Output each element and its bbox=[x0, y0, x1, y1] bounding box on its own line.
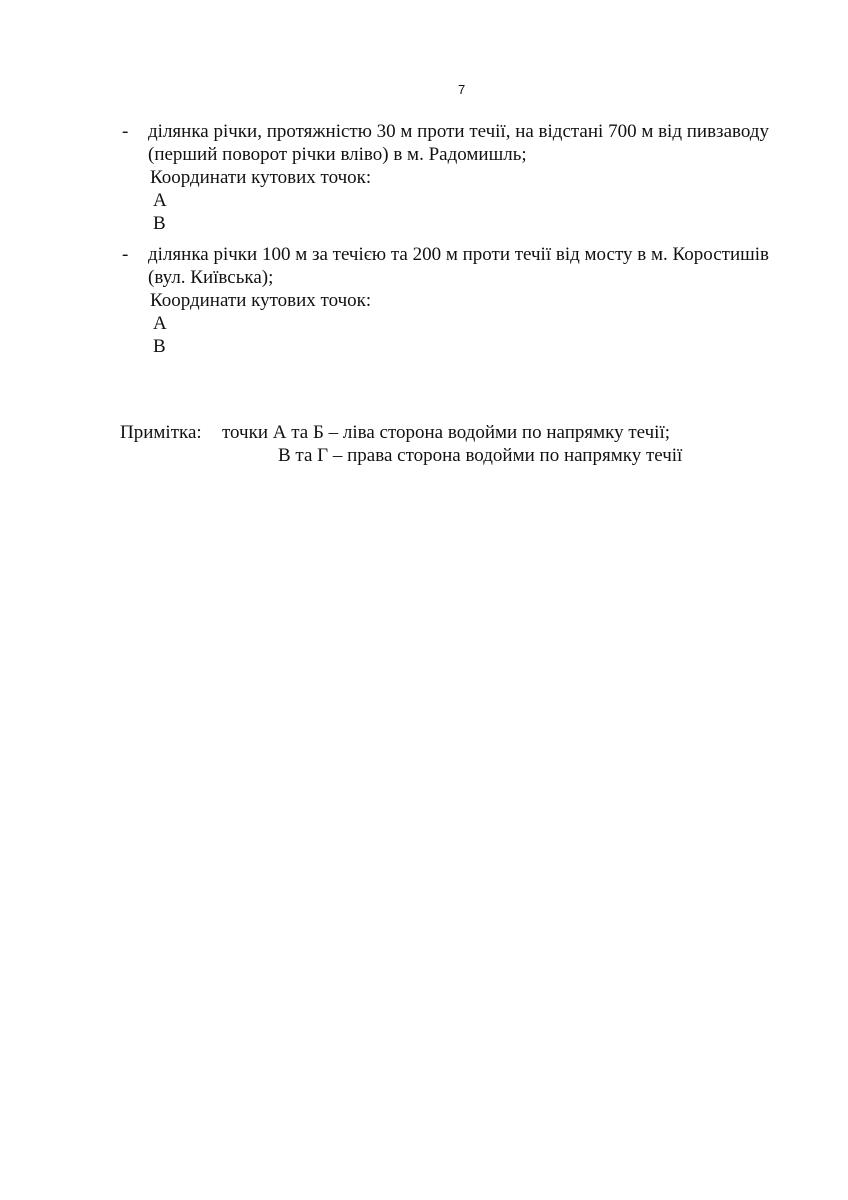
coordinates-label: Координати кутових точок: bbox=[150, 290, 372, 311]
point-a-label: А bbox=[153, 190, 167, 211]
list-item-line-2: (вул. Київська); bbox=[148, 267, 274, 288]
list-bullet: - bbox=[122, 244, 129, 265]
note-line-2: В та Г – права сторона водойми по напрямку течії bbox=[278, 445, 683, 466]
point-a-label: А bbox=[153, 313, 167, 334]
page-number: 7 bbox=[458, 82, 466, 97]
coordinates-label: Координати кутових точок: bbox=[150, 167, 372, 188]
list-bullet: - bbox=[122, 121, 129, 142]
list-item-line-1: ділянка річки 100 м за течією та 200 м проти течії від мосту в м. Коростишів bbox=[148, 244, 769, 265]
point-b-label: В bbox=[153, 336, 166, 357]
point-b-label: В bbox=[153, 213, 166, 234]
note-label: Примітка: bbox=[120, 422, 202, 443]
list-item-line-2: (перший поворот річки вліво) в м. Радомишль; bbox=[148, 144, 527, 165]
note-line-1: точки А та Б – ліва сторона водойми по напрямку течії; bbox=[222, 422, 671, 443]
list-item-line-1: ділянка річки, протяжністю 30 м проти течії, на відстані 700 м від пивзаводу bbox=[148, 121, 769, 142]
